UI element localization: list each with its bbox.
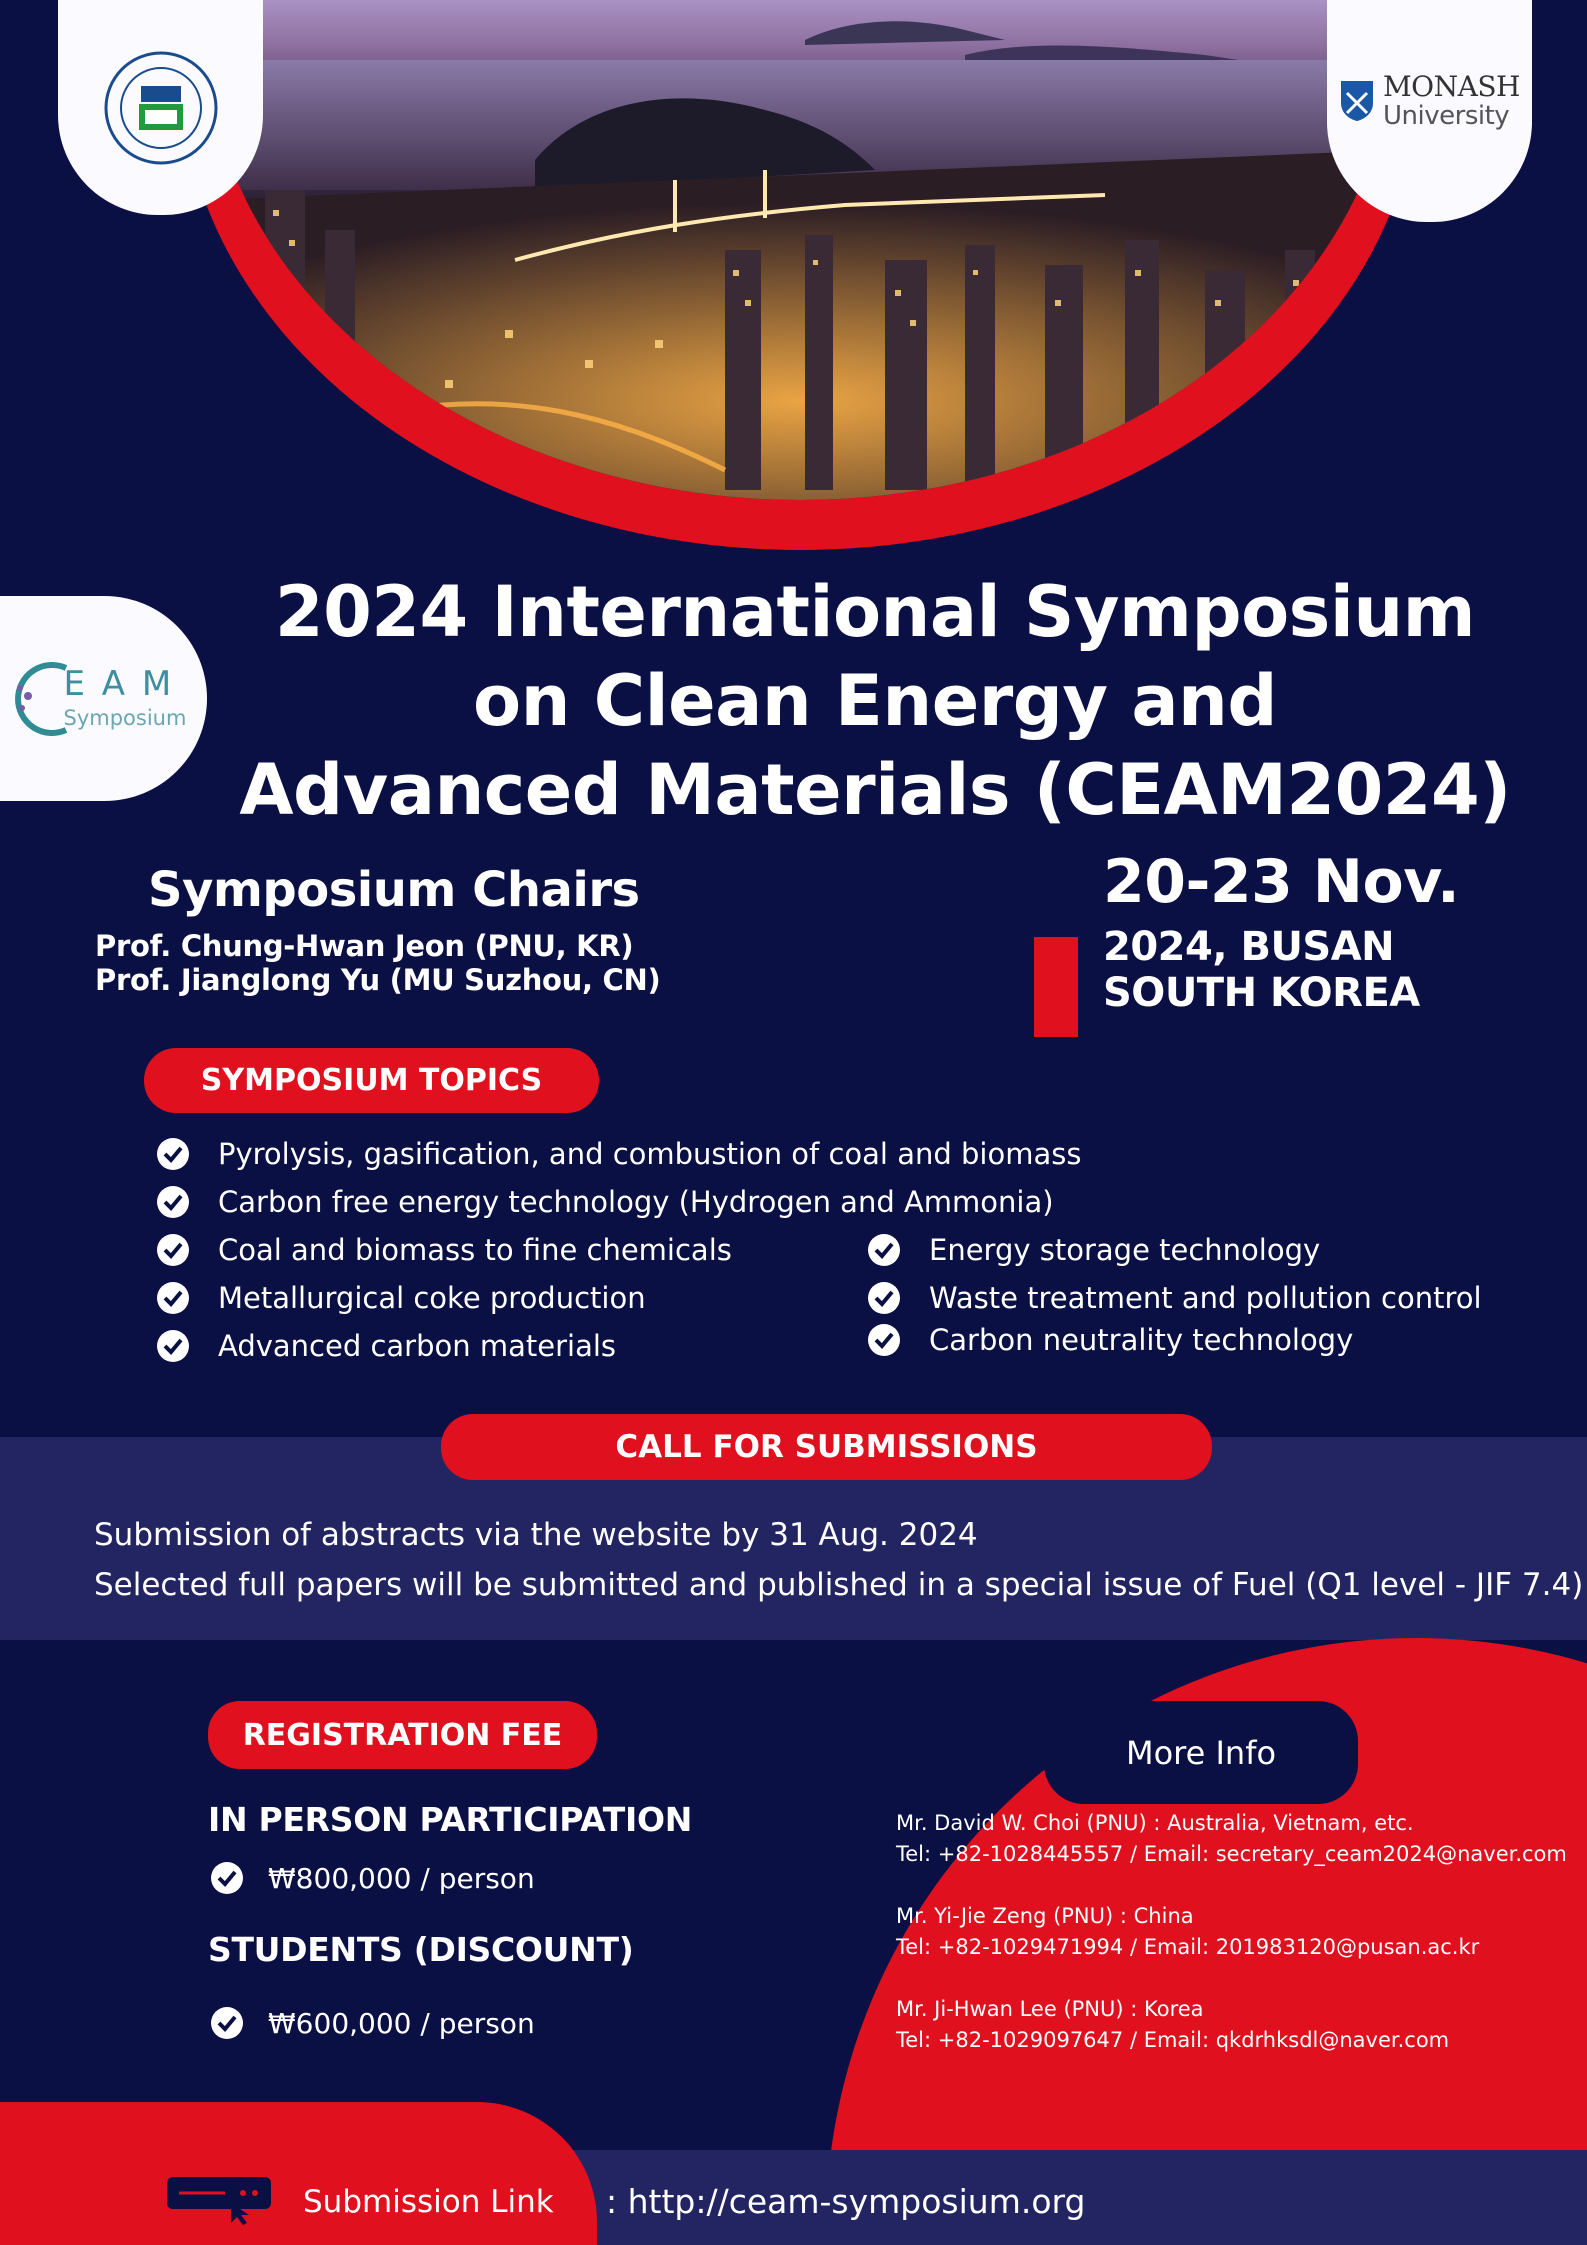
check-circle-icon bbox=[210, 1861, 244, 1895]
ceam-logo bbox=[14, 654, 194, 744]
contact-block-3 bbox=[896, 1994, 1449, 2056]
more-info-button[interactable]: More Info bbox=[1044, 1701, 1358, 1804]
monitor-cursor-icon bbox=[165, 2175, 277, 2225]
monash-logo-card bbox=[1327, 0, 1532, 222]
topic-item bbox=[156, 1281, 646, 1315]
topic-label: Waste treatment and pollution control bbox=[929, 1281, 1482, 1315]
monash-university-word: University bbox=[1383, 101, 1510, 131]
topic-label: Carbon free energy technology (Hydrogen and Ammonia) bbox=[218, 1185, 1054, 1219]
fee-amount: ₩800,000 / person bbox=[268, 1861, 535, 1895]
event-dates: 20-23 Nov. bbox=[1103, 847, 1460, 917]
contact-details: Tel: +82-1029471994 / Email: 201983120@pusan.ac.kr bbox=[896, 1935, 1480, 1959]
topic-label: Pyrolysis, gasification, and combustion of coal and biomass bbox=[218, 1137, 1082, 1171]
event-year-city: 2024, BUSAN bbox=[1103, 924, 1395, 970]
contact-name: Mr. Yi-Jie Zeng (PNU) : China bbox=[896, 1904, 1194, 1928]
ceam-symposium-word: Symposium bbox=[63, 705, 187, 730]
call-for-submissions-heading: CALL FOR SUBMISSIONS bbox=[441, 1414, 1212, 1480]
check-circle-icon bbox=[867, 1233, 901, 1267]
monash-logo bbox=[1339, 72, 1520, 130]
title-line-1: 2024 International Symposium bbox=[274, 571, 1476, 653]
fee-amount: ₩600,000 / person bbox=[268, 2006, 535, 2040]
submission-link-label: Submission Link bbox=[303, 2184, 554, 2220]
contact-block-1 bbox=[896, 1808, 1567, 1870]
topic-item bbox=[867, 1323, 1353, 1357]
pnu-logo-card bbox=[58, 0, 263, 215]
ceam-letters: E A M bbox=[63, 663, 175, 704]
check-circle-icon bbox=[156, 1281, 190, 1315]
topic-label: Advanced carbon materials bbox=[218, 1329, 616, 1363]
in-person-label: IN PERSON PARTICIPATION bbox=[208, 1800, 693, 1839]
submission-link-red-tab bbox=[0, 2102, 597, 2245]
title-line-3: Advanced Materials (CEAM2024) bbox=[239, 749, 1511, 831]
topic-item bbox=[867, 1233, 1320, 1267]
topic-item bbox=[867, 1281, 1482, 1315]
check-circle-icon bbox=[156, 1233, 190, 1267]
check-circle-icon bbox=[156, 1137, 190, 1171]
topic-label: Energy storage technology bbox=[929, 1233, 1321, 1267]
publication-note-text: Selected full papers will be submitted and published in a special issue of Fuel (Q1 level - JIF 7.4) bbox=[94, 1567, 1584, 1603]
symposium-title bbox=[210, 568, 1540, 835]
check-circle-icon bbox=[210, 2006, 244, 2040]
in-person-fee bbox=[210, 1861, 535, 1895]
students-fee bbox=[210, 2006, 535, 2040]
pnu-seal-logo bbox=[101, 48, 221, 168]
city-skyline-illustration bbox=[205, 0, 1395, 500]
monash-name: MONASH bbox=[1383, 70, 1520, 103]
topic-item bbox=[156, 1329, 616, 1363]
contact-details: Tel: +82-1028445557 / Email: secretary_ceam2024@naver.com bbox=[896, 1842, 1567, 1866]
topic-label: Carbon neutrality technology bbox=[929, 1323, 1354, 1357]
ceam-logo-card bbox=[0, 596, 207, 801]
topics-heading: SYMPOSIUM TOPICS bbox=[144, 1048, 599, 1113]
chair-2: Prof. Jianglong Yu (MU Suzhou, CN) bbox=[95, 963, 661, 997]
topic-item bbox=[156, 1233, 732, 1267]
topic-item bbox=[156, 1185, 1054, 1219]
check-circle-icon bbox=[867, 1281, 901, 1315]
contact-block-2 bbox=[896, 1901, 1479, 1963]
registration-fee-heading: REGISTRATION FEE bbox=[208, 1701, 597, 1769]
students-label: STUDENTS (DISCOUNT) bbox=[208, 1930, 634, 1969]
event-country: SOUTH KOREA bbox=[1103, 970, 1420, 1016]
topic-label: Coal and biomass to fine chemicals bbox=[218, 1233, 732, 1267]
check-circle-icon bbox=[867, 1323, 901, 1357]
submission-link-url[interactable]: : http://ceam-symposium.org bbox=[606, 2182, 1086, 2221]
contact-name: Mr. Ji-Hwan Lee (PNU) : Korea bbox=[896, 1997, 1204, 2021]
topic-item bbox=[156, 1137, 1081, 1171]
title-line-2: on Clean Energy and bbox=[472, 660, 1277, 742]
check-circle-icon bbox=[156, 1185, 190, 1219]
contact-details: Tel: +82-1029097647 / Email: qkdrhksdl@naver.com bbox=[896, 2028, 1450, 2052]
check-circle-icon bbox=[156, 1329, 190, 1363]
date-accent-bar bbox=[1034, 937, 1078, 1037]
chair-1: Prof. Chung-Hwan Jeon (PNU, KR) bbox=[95, 929, 634, 963]
topic-label: Metallurgical coke production bbox=[218, 1281, 646, 1315]
busan-night-photo bbox=[205, 0, 1395, 500]
contact-name: Mr. David W. Choi (PNU) : Australia, Vietnam, etc. bbox=[896, 1811, 1414, 1835]
monash-shield-icon bbox=[1339, 79, 1375, 123]
submission-deadline-text: Submission of abstracts via the website by 31 Aug. 2024 bbox=[94, 1517, 978, 1553]
chairs-heading: Symposium Chairs bbox=[148, 862, 640, 918]
